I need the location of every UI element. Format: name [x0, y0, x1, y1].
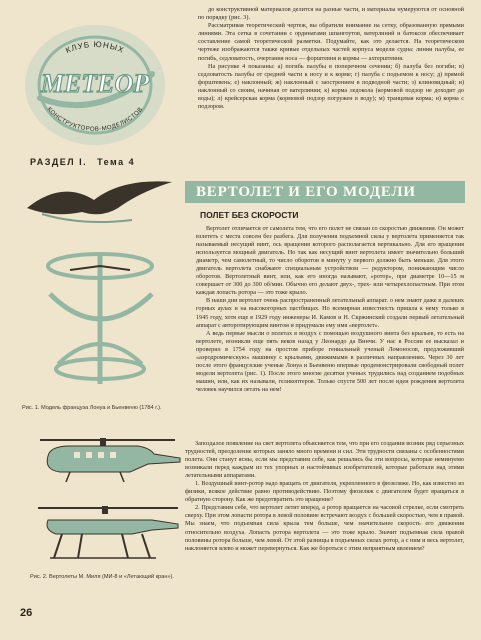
body-paragraph: 1. Воздушный винт-ротор надо вращать от двигателя, укрепленного в фюзеляже. Но, как известно из физики, всякое действие равно противодействию. Поэтому фюзеляж с двигателем будет вращаться в обратную сторону. Как же предотвратить это вращение? — [185, 480, 464, 504]
mi8-helicopter-illustration — [30, 432, 185, 494]
section-number: РАЗДЕЛ I. — [30, 157, 88, 167]
top-paragraph: Рассматривая теоретический чертеж, вы обратили внимание на сетку, образованную прямыми линиями. Эта сетка в сочетании с ординатами шпангоутов, ватерлиний и батоксов обеспечивает составление самой теоретической разметки. Подумайте, как это делается. На теоретическом чертеже изображаются также кривые отдельных частей корпуса модели судна: линии палубы, ее погибь, седловатость, очертания носа — форштевня и кормы — ахтерштевня. — [198, 22, 464, 62]
top-article-text — [198, 6, 464, 111]
top-paragraph: до конструктивной материалов делится на разные части, и материалы нумеруются от основной по порядку (рис. 3). — [198, 6, 464, 22]
section-topic: Тема 4 — [97, 157, 136, 167]
flying-crane-helicopter-illustration — [32, 500, 182, 568]
meteor-club-emblem — [20, 20, 170, 150]
emblem-name: МЕТЕОР — [40, 69, 150, 98]
section-label — [30, 157, 200, 167]
figure-1-caption: Рис. 1. Модель француза Лонуа и Бьенвеню (1784 г.). — [22, 405, 162, 411]
article-body-continued — [185, 440, 464, 553]
body-paragraph: 2. Представим себе, что вертолет летит вперед, а ротор вращается на часовой стрелке, если смотреть сверху. При этом лопасти ротора в левой половине встречают воздух с большей скоростью, чем в правой. Мы знаем, что подъемная сила крыла тем больше, чем значительнее скорость его движения относительно воздуха. Лопасть ротора вертолета — это тоже крыло. Значит подъемная сила правой половины ротора больше, чем левой. От этой разницы в подъемных силах ротор, а с ним и весь вертолет, наклоняется влево и может перевернуться. Как же бороться с этим неприятным явлением? — [185, 504, 464, 552]
top-paragraph: На рисунке 4 показаны: а) погибь палубы в поперечном сечении; б) палуба без погиби; в) седловатость палубы от средней части к носу и к корме; г) палуба с подъемом к носу; д) прямой форштевень; е) наклонный; ж) наклонный с заострением в подводной части; з) клиновидный; и) наклонный со своим, начиная от ватерлинии; к) корма ледокола (кормовой подзор не доходит до воды); л) крейсерская корма (кормовой подзор погружен в воду); м) транцевая корма; н) корма с подзором. — [198, 62, 464, 111]
launoy-bienvenu-model-illustration — [40, 234, 175, 394]
bird-flight-illustration — [22, 170, 180, 230]
body-paragraph: Запоздалое появление на свет вертолета объясняется тем, что при его создании возник ряд серьезных трудностей, преодоление которых заняло много времени и сил. Эти трудности связаны с особенностями полета. Они станут ясны, если мы представим себе, как решались бы эти вопросы, которые неминуемо возникали перед каждым из тех упорных и настойчивых изобретателей, которые работали над этими летательными аппаратами. — [185, 440, 464, 480]
body-paragraph: В наши дни вертолет очень распространенный летательный аппарат. о нем знают даже в далеких горных аулах и на высокогорных пастбищах. Но всемирная известность пришла к нему только в 1945 году, хотя еще в 1929 году инженеры И. Камов и Н. Скржинский создали первый летательный аппарат с авторотирующим винтом и придумали ему имя «вертолет». — [196, 297, 464, 329]
emblem-arc-top: КЛУБ ЮНЫХ — [64, 39, 126, 56]
article-headline: ВЕРТОЛЕТ И ЕГО МОДЕЛИ — [196, 184, 416, 200]
body-paragraph: А ведь первые мысли о полетах в воздух с помощью воздушного винта без крыльев, то есть на вертолете, возникли еще пять веков назад у Леонардо да Винчи. У нас в России ее высказал и проверил в 1754 году на простом приборе гениальный ученый Ломоносов, предложивший «аэродромическую» машинку с крыльями, движимыми в различных направлениях. Через 30 лет после этого французские ученые Лонуа и Бьенвеню впервые продемонстрировали свободный полет модели вертолета (рис. 1). После этого многие десятки ученых трудились над созданием подобных машин, или, как их называли, геликоптеров. Только спустя 500 лет после идеи рождения вертолета человек научился летать на нем! — [196, 329, 464, 393]
body-paragraph: Вертолет отличается от самолета тем, что его полет не связан со скоростью движения. Он может взлететь с места совсем без разбега. Для получения подъемной силы у вертолета применяется так называемый несущий винт, ось вращения которого располагается вертикально. Для его вращения используется мощный двигатель. Но так как несущий винт вертолета имеет значительно больший диаметр, чем самолетный, то число оборотов в минуту у первого должно быть меньше. Для этого двигатель вертолета снабжают специальным устройством — редуктором, понижающим число оборотов. Вертолетный винт, или, как его иногда называют, «ротор», при диаметре 10—15 м совершает от 300 до 300 об/мин. Обычно его делают двух-, трех- или четырехлопастным. При этом каждая лопасть ротора — это тоже крыло. — [196, 225, 464, 297]
figure-2-caption: Рис. 2. Вертолеты М. Миля (МИ-8 и «Летающий кран»). — [30, 574, 174, 580]
article-body — [196, 225, 464, 394]
article-subhead: ПОЛЕТ БЕЗ СКОРОСТИ — [200, 210, 299, 220]
page-number: 26 — [20, 607, 33, 619]
emblem-arc-bottom: КОНСТРУКТОРОВ-МОДЕЛИСТОВ — [45, 106, 145, 133]
